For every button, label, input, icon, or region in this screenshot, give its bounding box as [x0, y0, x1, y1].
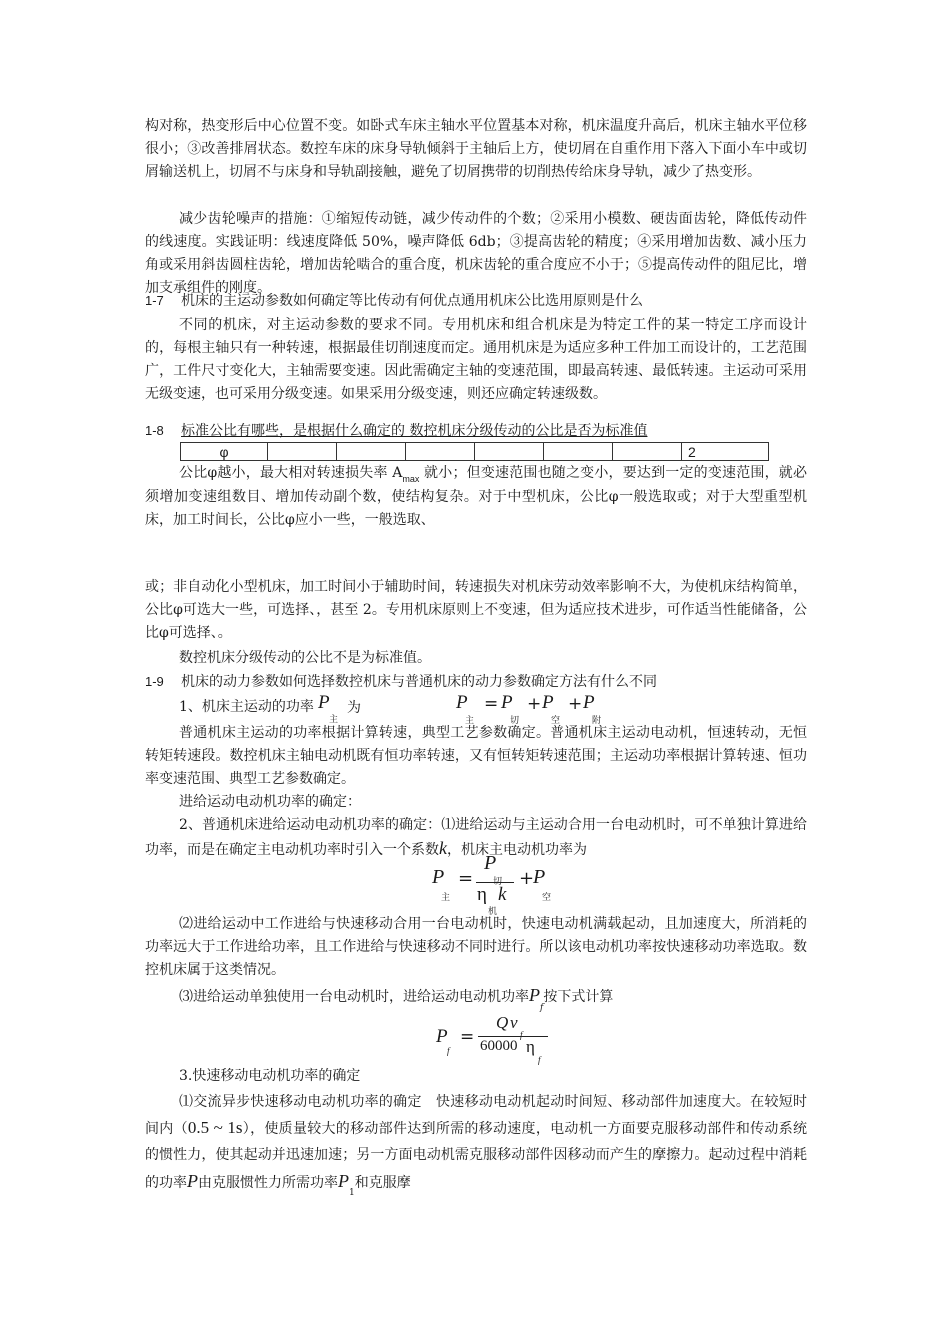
fraction-bar [478, 1036, 548, 1037]
formula-sub: 切 [493, 877, 503, 887]
formula-P: P [432, 866, 445, 888]
formula-P: P [456, 692, 468, 713]
formula-numerator-P: P [484, 852, 497, 874]
heading-number: 1-9 [145, 674, 164, 689]
table-cell [268, 443, 337, 461]
main-power-line [179, 697, 314, 717]
formula-v: v [510, 1013, 518, 1032]
paragraph-feed-power: 进给运动电动机功率的确定： [179, 794, 361, 810]
paragraph-main-motion: 不同的机床，对主运动参数的要求不同。专用机床和组合机床是为特定工件的某一特定工序而设计的，每根主轴只有一种转速，根据最佳切削速度而定。通用机床是为适应多种工件加工而设计的，工艺范围广，工件尺寸变化大，主轴需要变速。因此需确定主轴的变速范围，即最高转速、最低转速。主运动可采用无级变速，也可采用分级变速。如果采用分级变速，则还应确定转速级数。 [145, 317, 807, 402]
text-run: 按下式计算 [543, 989, 614, 1005]
formula-sub: f [447, 1046, 450, 1056]
table-cell [406, 443, 475, 461]
formula-sub: 附 [592, 716, 602, 726]
text-run: ，机床主电动机功率为 [447, 842, 587, 858]
symbol-sub-zhu: 主 [329, 715, 339, 725]
text-run: 由克服惯性力所需功率 [198, 1175, 338, 1191]
formula-P: P [501, 692, 513, 713]
paragraph-feed-k [145, 814, 807, 862]
formula-equals: = [484, 694, 499, 714]
table-cell [544, 443, 613, 461]
text-run: 公比φ越小，最大相对转速损失率 A [179, 465, 403, 481]
paragraph-gear-noise: 减少齿轮噪声的措施：①缩短传动链，减少传动件的个数；②采用小模数、硬齿面齿轮，降低传动件的线速度。实践证明：线速度降低 50%，噪声降低 6db；③提高齿轮的精度；④采用增加齿数、减小压力角或采用斜齿圆柱齿轮，增加齿轮啮合的重合度，机床齿轮的重合度应不小于；⑤提高传动件的阻尼比，增加支承组件的刚度。 [145, 211, 807, 296]
text-run: ⑶进给运动单独使用一台电动机时，进给运动电动机功率 [179, 989, 529, 1005]
text-run: ⑴交流异步快速移动电动机功率的确定 快速移动电动机起动时间短、移动部件加速度大。在较短时间内（ [145, 1094, 807, 1137]
formula-k: k [498, 884, 507, 905]
formula-sub: 切 [510, 716, 520, 726]
table-row [181, 443, 769, 461]
paragraph-ratio [145, 462, 807, 532]
text-run: 就小；但变速范围也随之变小，要达到一定的变速范围，就必须增加变速组数目、增加传动副个数，使结构复杂。对于中型机床，公比φ一般选取或；对于大型重型机床，加工时间长，公比φ应小一些，一般选取、 [145, 465, 807, 528]
formula-60000: 60000 [480, 1038, 518, 1054]
text-run: 和克服摩 [354, 1175, 411, 1191]
formula-sub: f [538, 1055, 541, 1065]
formula-plus: + [519, 868, 535, 889]
formula-sub: 空 [542, 893, 552, 903]
symbol-sub-1: 1 [349, 1188, 355, 1198]
table-cell-2: 2 [682, 443, 769, 461]
paragraph-async-motor [145, 1089, 807, 1198]
table-cell [337, 443, 406, 461]
heading-text: 标准公比有哪些，是根据什么确定的 数控机床分级传动的公比是否为标准值 [181, 423, 648, 439]
formula-sub: f [520, 1030, 523, 1040]
heading-text: 机床的动力参数如何选择数控机床与普通机床的动力参数确定方法有什么不同 [181, 674, 657, 690]
formula-P: P [583, 692, 595, 713]
formula-P: P [533, 866, 546, 888]
symbol-P: P [338, 1171, 349, 1191]
formula-eta: η [477, 884, 487, 905]
text-run: 1、机床主运动的功率 [179, 699, 314, 715]
table-cell-phi: φ [181, 443, 268, 461]
formula-Q: Q [496, 1013, 509, 1032]
heading-fast-motor: 3.快速移动电动机功率的确定 [179, 1068, 361, 1084]
formula-sub: 主 [465, 716, 475, 726]
symbol-P: P [318, 692, 330, 713]
symbol-P: P [529, 985, 540, 1005]
formula-plus: + [527, 694, 542, 714]
paragraph-thermal: 构对称，热变形后中心位置不变。如卧式车床主轴水平位置基本对称，机床温度升高后，机床主轴水平位移很小；③改善排屑状态。数控车床的床身导轨倾斜于主轴后上方，使切屑在自重作用下落入下面小车中或切屑输送机上，切屑不与床身和导轨副接触，避免了切屑携带的切削热传给床身导轨，减少了热变形。 [145, 118, 807, 180]
formula-sub: 空 [551, 716, 561, 726]
formula-sub: 主 [441, 893, 451, 903]
heading-1-9 [145, 672, 657, 692]
heading-number: 1-8 [145, 423, 164, 438]
text-run: 2、普通机床进给运动电动机功率的确定：⑴进给运动与主运动合用一台电动机时，可不单独计算进给功率，而是在确定主电动机功率时引入一个系数 [145, 817, 807, 858]
fraction-bar [476, 882, 514, 883]
formula-plus: + [568, 694, 583, 714]
heading-1-7 [145, 291, 643, 311]
time-range: 0.5 ~ 1s [187, 1118, 243, 1137]
heading-text: 机床的主运动参数如何确定等比传动有何优点通用机床公比选用原则是什么 [181, 293, 643, 309]
table-cell [475, 443, 544, 461]
paragraph-ratio-cont: 或；非自动化小型机床，加工时间小于辅助时间，转速损失对机床劳动效率影响不大，为使机床结构简单，公比φ可选大一些，可选择、，甚至 2。专用机床原则上不变速，但为适应技术进步，可作适当性能储备，公比φ可选择、。 [145, 579, 807, 641]
heading-1-8 [145, 421, 647, 441]
paragraph-main-power: 普通机床主运动的功率根据计算转速，典型工艺参数确定。普通机床主运动电动机，恒速转动，无恒转矩转速段。数控机床主轴电动机既有恒功率转速，又有恒转矩转速范围；主运动功率根据计算转速、恒功率变速范围、典型工艺参数确定。 [145, 725, 807, 787]
table-cell [613, 443, 682, 461]
formula-P: P [542, 692, 554, 713]
symbol-sub-f: f [540, 1003, 544, 1013]
formula-eta: η [526, 1037, 535, 1056]
paragraph-feed-separate [145, 984, 807, 1011]
text-wei: 为 [347, 700, 361, 716]
heading-number: 1-7 [145, 293, 164, 308]
subscript-max: max [402, 474, 420, 484]
formula-P: P [436, 1026, 448, 1047]
formula-sub: 机 [488, 907, 498, 917]
paragraph-cnc-ratio: 数控机床分级传动的公比不是为标准值。 [179, 650, 431, 666]
symbol-k: k [439, 838, 447, 858]
formula-equals: = [460, 1027, 475, 1047]
symbol-P: P [187, 1171, 198, 1191]
ratio-table [180, 442, 769, 461]
paragraph-fast-motor: ⑵进给运动中工作进给与快速移动合用一台电动机时，快速电动机满载起动，且加速度大，所消耗的功率远大于工作进给功率，且工作进给与快速移动不同时进行。所以该电动机功率按快速移动功率选取。数控机床属于这类情况。 [145, 916, 807, 978]
formula-equals: = [458, 868, 474, 889]
text-run: ），使质量较大的移动部件达到所需的移动速度，电动机一方面要克服移动部件和传动系统的惯性力，使其起动并迅速加速；另一方面电动机需克服移动部件因移动而产生的摩擦力。起动过程中消耗的功率 [145, 1121, 807, 1191]
